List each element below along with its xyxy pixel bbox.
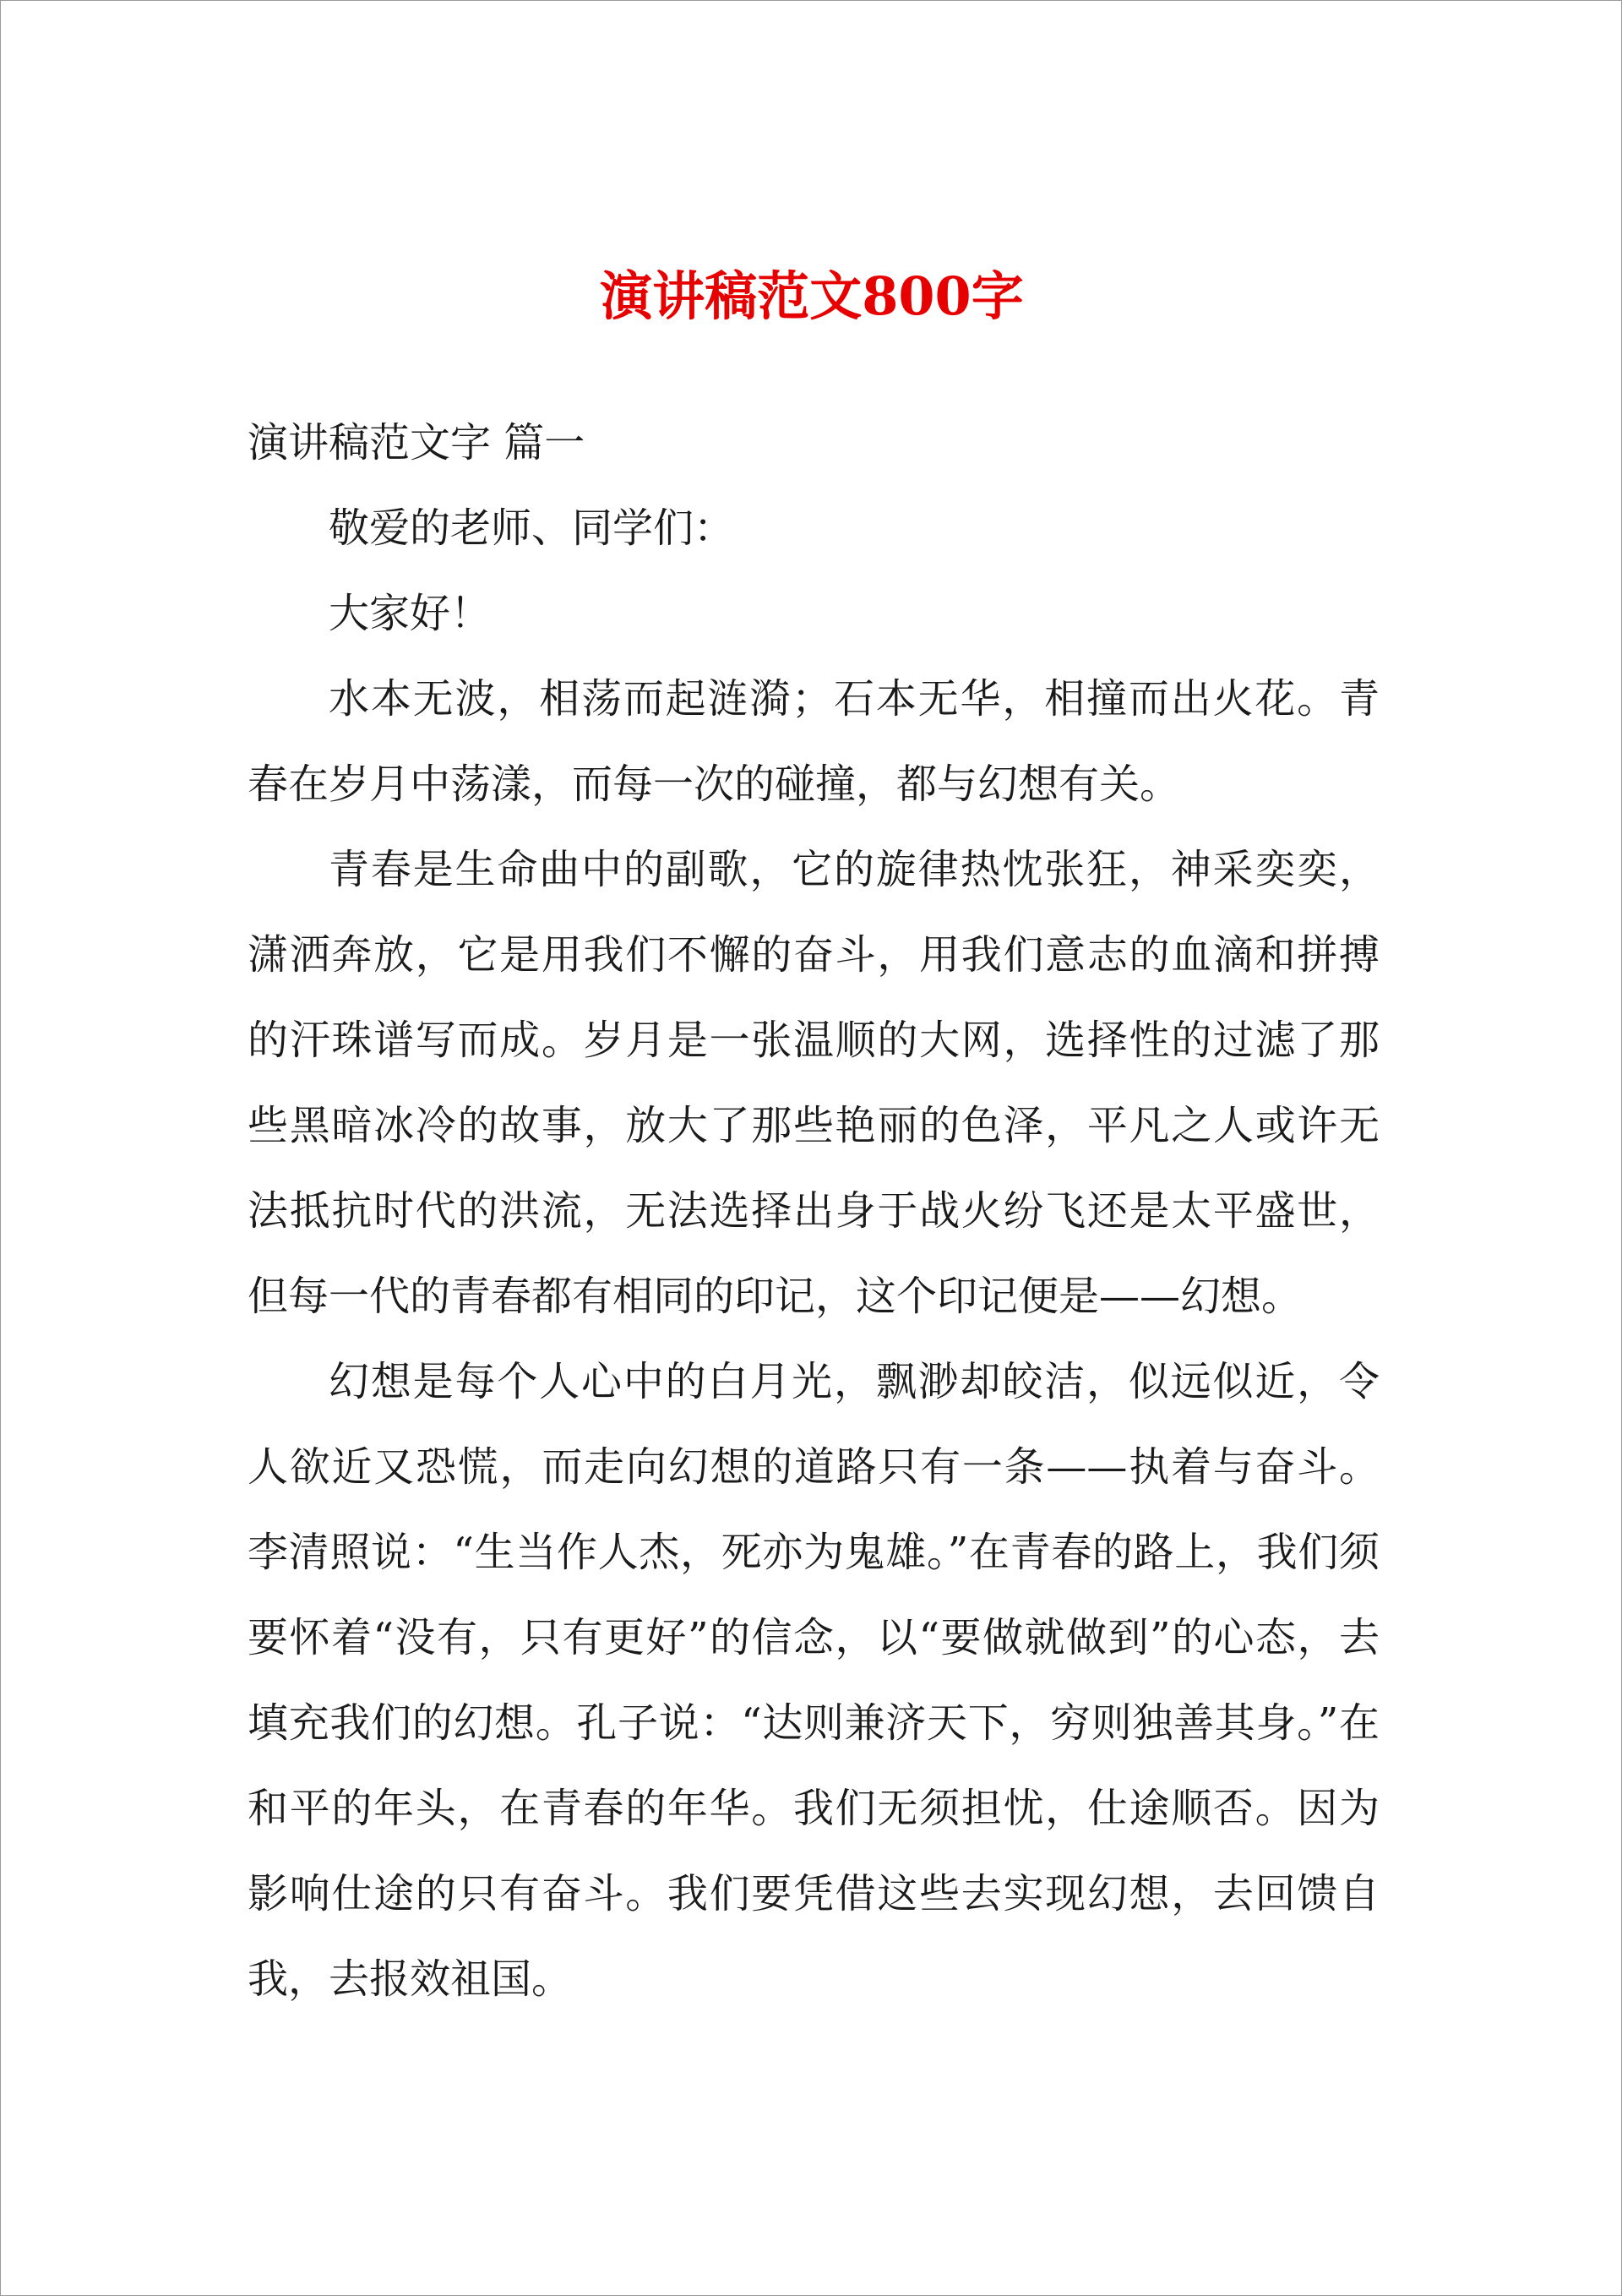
paragraph-youth-chorus: 青春是生命曲中的副歌，它的旋律热忱张狂，神采奕奕，潇洒奔放，它是用我们不懈的奋斗，用我们意志的血滴和拼搏的汗珠谱写而成。岁月是一张温顺的大网，选择性的过滤了那些黑暗冰冷的故事，放大了那些艳丽的色泽，平凡之人或许无法抵抗时代的洪流，无法选择出身于战火纷飞还是太平盛世，但每一代的青春都有相同的印记，这个印记便是——幻想。 bbox=[248, 846, 1380, 1320]
document-title: 演讲稿范文800字 bbox=[600, 265, 1024, 327]
greeting: 大家好！ bbox=[329, 590, 492, 637]
section-heading: 演讲稿范文字 篇一 bbox=[248, 419, 585, 466]
salutation: 敬爱的老师、同学们： bbox=[329, 504, 735, 552]
paragraph-dream-moonlight: 幻想是每个人心中的白月光，飘渺却皎洁，似远似近，令人欲近又恐慌，而走向幻想的道路只有一条——执着与奋斗。李清照说：“生当作人杰，死亦为鬼雄。”在青春的路上，我们须要怀着“没有，只有更好”的信念，以“要做就做到”的心态，去填充我们的幻想。孔子说：“达则兼济天下，穷则独善其身。”在和平的年头，在青春的年华。我们无须担忧，仕途顺否。因为影响仕途的只有奋斗。我们要凭借这些去实现幻想，去回馈自我，去报效祖国。 bbox=[248, 1358, 1380, 2003]
document-body bbox=[248, 401, 1380, 2022]
paragraph-water-stone: 水本无波，相荡而起涟漪；石本无华，相撞而出火花。青春在岁月中荡漾，而每一次的碰撞，都与幻想有关。 bbox=[248, 675, 1380, 808]
